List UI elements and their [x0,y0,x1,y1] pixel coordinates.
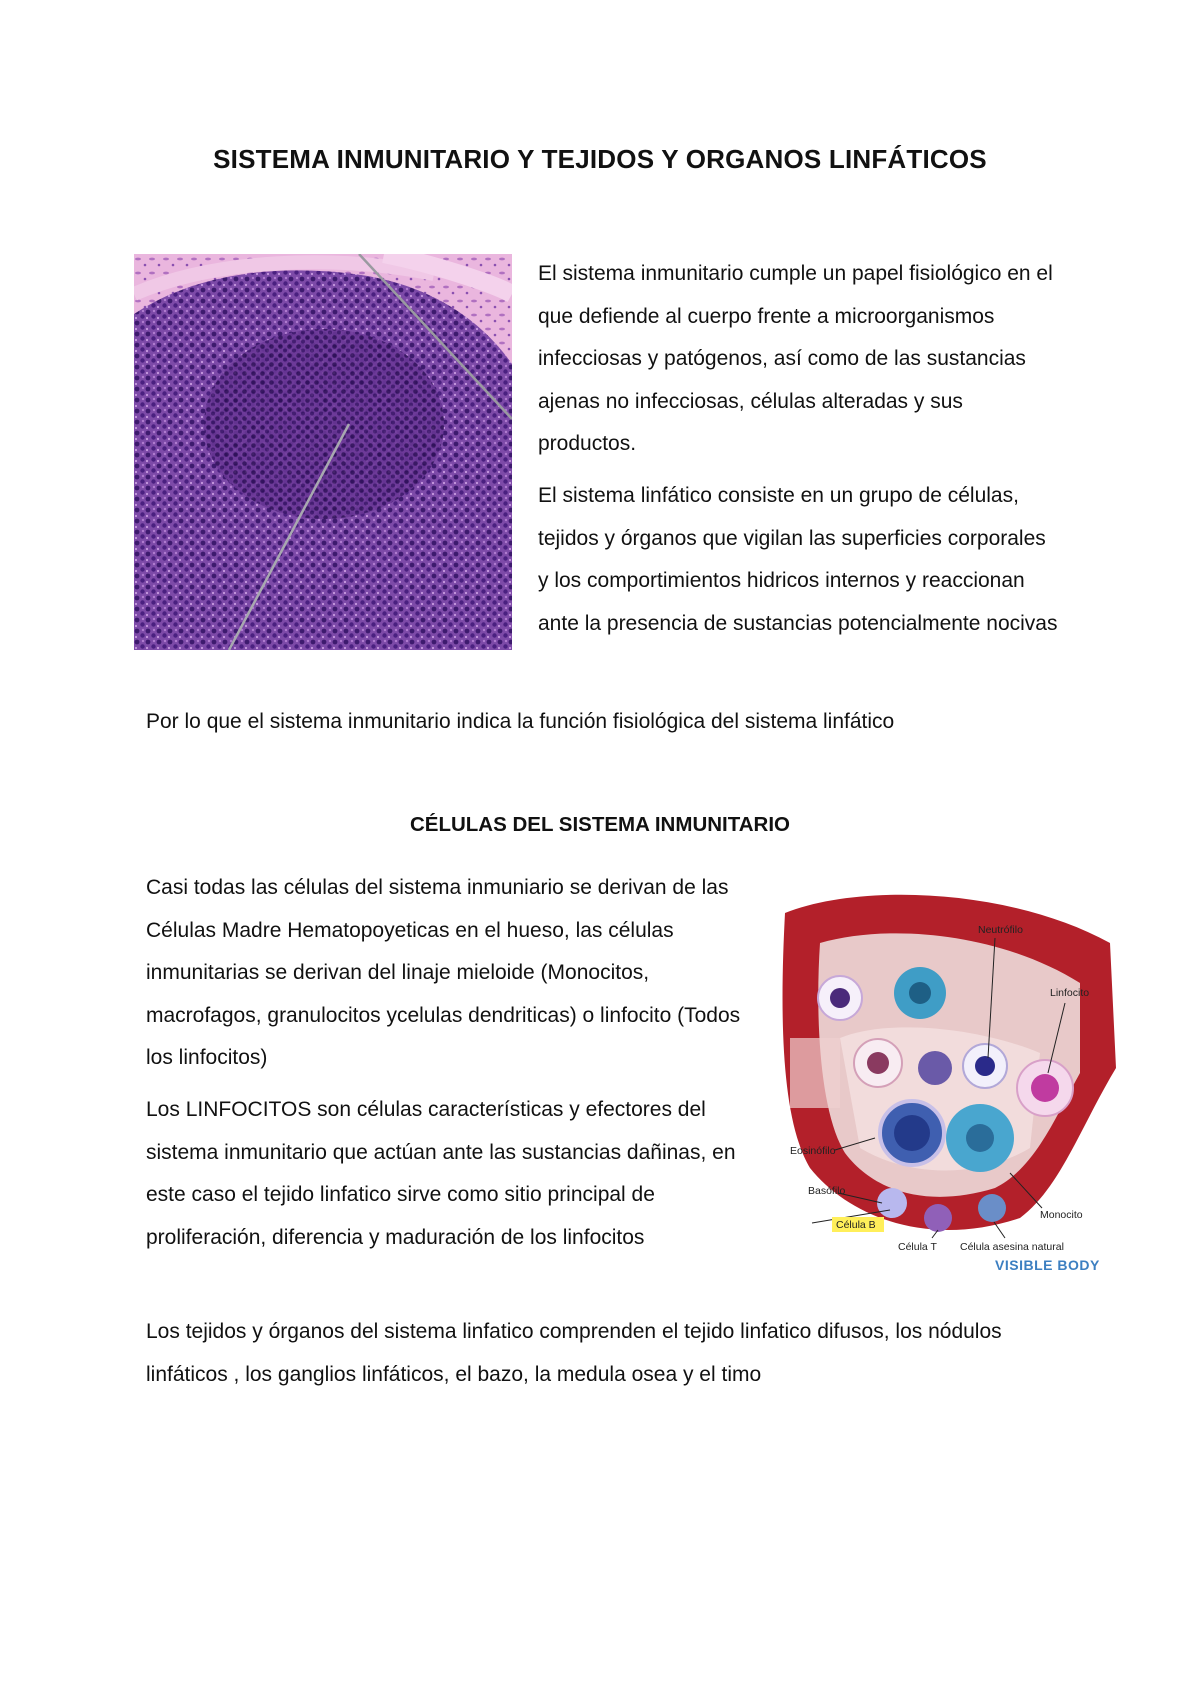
label-monocito: Monocito [1040,1209,1083,1221]
cells-paragraph-3: Los tejidos y órganos del sistema linfatico comprenden el tejido linfatico difusos, los nódulos linfáticos , los ganglios linfáticos, el bazo, la medula osea y el timo [146,1320,1002,1386]
lymph-node-histology-image [134,254,512,650]
intro-paragraph-1: El sistema inmunitario cumple un papel fisiológico en el que defiende al cuerpo frente a microorganismos infecciosas y patógenos, así como de las sustancias ajenas no infecciosas, células alteradas y sus productos. [538,262,1053,455]
label-celula-asesina-natural: Célula asesina natural [960,1241,1064,1253]
label-neutrofilo: Neutrófilo [978,924,1023,936]
cells-paragraph-1: Casi todas las células del sistema inmuniario se derivan de las Células Madre Hematopoyeticas en el hueso, las células inmunitarias se derivan del linaje mieloide (Monocitos, macrofagos, granulocitos ycelulas dendriticas) o linfocito (Todos los linfocitos) [146,876,741,1069]
intro-paragraph-2: El sistema linfático consiste en un grupo de células, tejidos y órganos que vigilan las superficies corporales y los comportimientos hidricos internos y reaccionan ante la presencia de sustancias potencialmente nocivas [538,484,1058,635]
label-celula-t: Célula T [898,1241,937,1253]
label-celula-b: Célula B [836,1219,876,1231]
cells-paragraph-2: Los LINFOCITOS son células características y efectores del sistema inmunitario que actúan ante las sustancias dañinas, en este caso el tejido linfatico sirve como sitio principal de proliferación, diferencia y maduración de los linfocitos [146,1098,736,1249]
label-eosinofilo: Eosinófilo [790,1145,836,1157]
immune-cells-illustration [780,888,1116,1272]
label-basofilo: Basófilo [808,1185,846,1197]
visible-body-logo: VISIBLE BODY [995,1257,1100,1272]
section-title: CÉLULAS DEL SISTEMA INMUNITARIO [409,813,790,836]
label-linfocito: Linfocito [1050,987,1090,999]
histology-drawing [134,254,512,650]
intro-paragraph-3: Por lo que el sistema inmunitario indica la función fisiológica del sistema linfático [146,710,895,733]
document-title: SISTEMA INMUNITARIO Y TEJIDOS Y ORGANOS LINFÁTICOS [213,144,987,174]
blood-vessel-diagram [780,888,1116,1272]
